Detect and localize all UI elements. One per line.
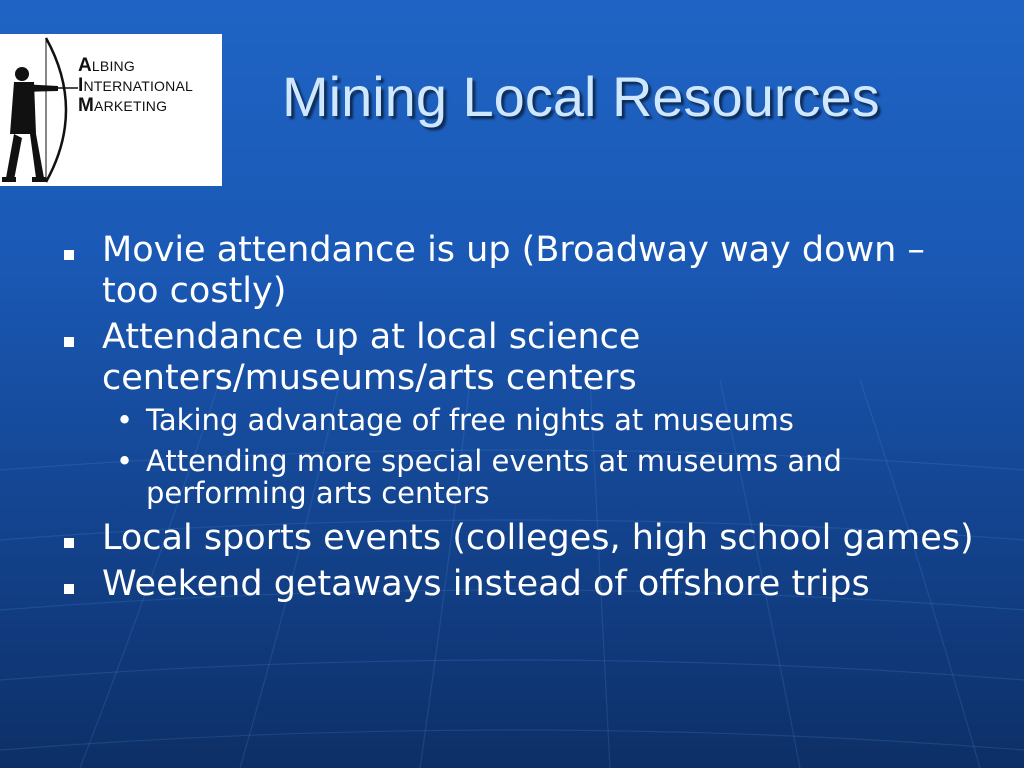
bullet-item <box>58 230 988 312</box>
bullet-item <box>58 518 988 559</box>
sub-bullet-item <box>58 445 988 509</box>
bullet-text: Attendance up at local science centers/museums/arts centers <box>102 317 641 398</box>
square-bullet-icon <box>64 337 74 347</box>
logo-line-1: ALBING <box>78 55 135 76</box>
logo-line-2: INTERNATIONAL <box>78 75 193 96</box>
logo-wordmark <box>78 56 193 116</box>
archer-icon <box>0 34 80 186</box>
dot-bullet-icon: • <box>116 403 134 437</box>
square-bullet-icon <box>64 584 74 594</box>
bullet-item <box>58 564 988 605</box>
bullet-text: Local sports events (colleges, high school games) <box>102 518 974 558</box>
sub-bullet-item <box>58 404 988 436</box>
bullet-list <box>58 230 988 610</box>
sub-bullet-text: Taking advantage of free nights at museums <box>146 403 794 437</box>
dot-bullet-icon: • <box>116 444 134 478</box>
bullet-text: Movie attendance is up (Broadway way down – too costly) <box>102 230 925 311</box>
logo-line-3: MARKETING <box>78 95 168 116</box>
square-bullet-icon <box>64 538 74 548</box>
bullet-item <box>58 317 988 399</box>
slide-title: Mining Local Resources <box>282 65 880 128</box>
square-bullet-icon <box>64 250 74 260</box>
bullet-text: Weekend getaways instead of offshore trips <box>102 564 870 604</box>
sub-bullet-text: Attending more special events at museums and performing arts centers <box>146 444 842 510</box>
company-logo <box>0 34 222 186</box>
